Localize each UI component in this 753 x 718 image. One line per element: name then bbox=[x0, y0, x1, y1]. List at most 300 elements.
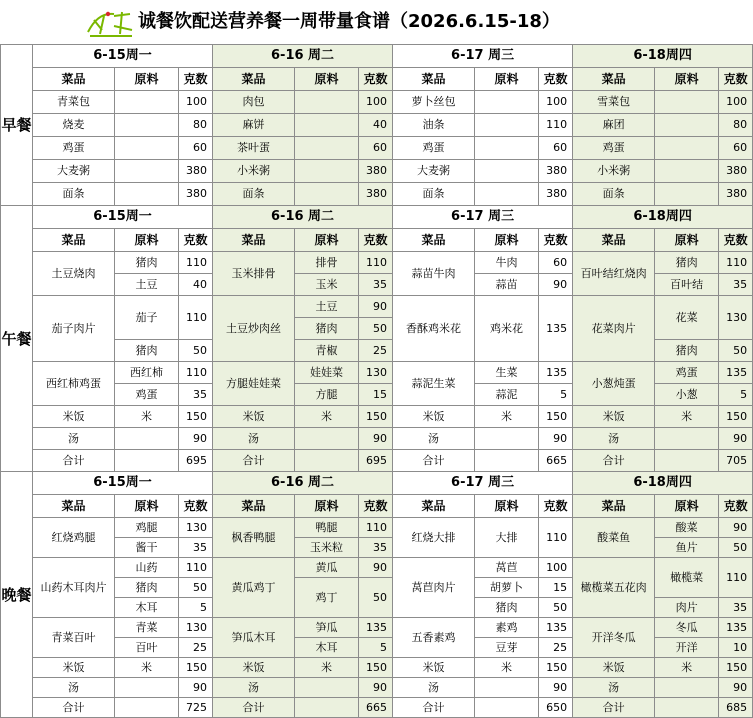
column-header: 原料 bbox=[295, 495, 359, 518]
ingredient: 百叶 bbox=[115, 638, 179, 658]
dish-name: 汤 bbox=[33, 428, 115, 450]
dish-name: 麻团 bbox=[573, 114, 655, 137]
column-header: 克数 bbox=[359, 68, 393, 91]
column-header: 原料 bbox=[295, 68, 359, 91]
weekly-menu-table bbox=[0, 44, 753, 718]
grams: 5 bbox=[359, 638, 393, 658]
dish-name: 橄榄菜五花肉 bbox=[573, 558, 655, 618]
ingredient: 胡萝卜 bbox=[475, 578, 539, 598]
grams: 150 bbox=[719, 406, 753, 428]
ingredient bbox=[655, 698, 719, 718]
grams: 10 bbox=[719, 638, 753, 658]
dish-name: 烧麦 bbox=[33, 114, 115, 137]
ingredient: 鸡蛋 bbox=[115, 384, 179, 406]
ingredient bbox=[115, 183, 179, 206]
ingredient: 鸡丁 bbox=[295, 578, 359, 618]
ingredient: 肉片 bbox=[655, 598, 719, 618]
grams: 50 bbox=[359, 318, 393, 340]
day-header: 6-17 周三 bbox=[393, 45, 573, 68]
ingredient: 蒜苗 bbox=[475, 274, 539, 296]
column-header: 克数 bbox=[359, 229, 393, 252]
column-header: 菜品 bbox=[33, 229, 115, 252]
grams: 60 bbox=[179, 137, 213, 160]
dish-name: 汤 bbox=[213, 428, 295, 450]
ingredient: 排骨 bbox=[295, 252, 359, 274]
ingredient: 猪肉 bbox=[115, 252, 179, 274]
grams: 90 bbox=[179, 428, 213, 450]
grams: 50 bbox=[179, 340, 213, 362]
ingredient bbox=[655, 450, 719, 472]
grams: 135 bbox=[359, 618, 393, 638]
ingredient bbox=[475, 160, 539, 183]
ingredient: 娃娃菜 bbox=[295, 362, 359, 384]
grams: 100 bbox=[179, 91, 213, 114]
ingredient bbox=[115, 91, 179, 114]
dish-name: 枫香鸭腿 bbox=[213, 518, 295, 558]
ingredient: 酸菜 bbox=[655, 518, 719, 538]
grams: 110 bbox=[179, 252, 213, 274]
grams: 60 bbox=[539, 252, 573, 274]
grams: 135 bbox=[539, 618, 573, 638]
ingredient: 米 bbox=[655, 406, 719, 428]
dish-name: 茄子肉片 bbox=[33, 296, 115, 362]
ingredient bbox=[475, 183, 539, 206]
column-header: 菜品 bbox=[393, 229, 475, 252]
ingredient: 米 bbox=[115, 406, 179, 428]
grams: 80 bbox=[179, 114, 213, 137]
ingredient: 鱼片 bbox=[655, 538, 719, 558]
dish-name: 面条 bbox=[393, 183, 475, 206]
grams: 650 bbox=[539, 698, 573, 718]
grams: 25 bbox=[179, 638, 213, 658]
grams: 90 bbox=[359, 296, 393, 318]
dish-name: 汤 bbox=[33, 678, 115, 698]
ingredient: 青菜 bbox=[115, 618, 179, 638]
dish-name: 麻饼 bbox=[213, 114, 295, 137]
grams: 35 bbox=[179, 538, 213, 558]
ingredient: 茄子 bbox=[115, 296, 179, 340]
day-header: 6-17 周三 bbox=[393, 206, 573, 229]
grams: 80 bbox=[719, 114, 753, 137]
grams: 90 bbox=[359, 558, 393, 578]
ingredient bbox=[295, 91, 359, 114]
grams: 35 bbox=[359, 274, 393, 296]
dish-name: 合计 bbox=[393, 450, 475, 472]
column-header: 原料 bbox=[655, 68, 719, 91]
ingredient: 木耳 bbox=[115, 598, 179, 618]
dish-name: 油条 bbox=[393, 114, 475, 137]
meal-label: 午餐 bbox=[1, 206, 33, 472]
column-header: 菜品 bbox=[213, 495, 295, 518]
ingredient: 玉米粒 bbox=[295, 538, 359, 558]
dish-name: 米饭 bbox=[573, 406, 655, 428]
ingredient bbox=[655, 137, 719, 160]
dish-name: 鸡蛋 bbox=[33, 137, 115, 160]
ingredient bbox=[115, 137, 179, 160]
grams: 50 bbox=[719, 340, 753, 362]
ingredient bbox=[295, 698, 359, 718]
dish-name: 蒜泥生菜 bbox=[393, 362, 475, 406]
dish-name: 面条 bbox=[573, 183, 655, 206]
ingredient bbox=[475, 91, 539, 114]
dish-name: 莴苣肉片 bbox=[393, 558, 475, 618]
dish-name: 笋瓜木耳 bbox=[213, 618, 295, 658]
ingredient bbox=[655, 183, 719, 206]
ingredient bbox=[655, 160, 719, 183]
ingredient: 橄榄菜 bbox=[655, 558, 719, 598]
column-header: 克数 bbox=[719, 68, 753, 91]
column-header: 原料 bbox=[115, 68, 179, 91]
dish-name: 汤 bbox=[393, 678, 475, 698]
ingredient: 莴苣 bbox=[475, 558, 539, 578]
grams: 100 bbox=[359, 91, 393, 114]
column-header: 克数 bbox=[539, 68, 573, 91]
ingredient bbox=[295, 183, 359, 206]
ingredient: 黄瓜 bbox=[295, 558, 359, 578]
grams: 90 bbox=[359, 678, 393, 698]
column-header: 原料 bbox=[115, 495, 179, 518]
dish-name: 汤 bbox=[213, 678, 295, 698]
column-header: 克数 bbox=[179, 229, 213, 252]
dish-name: 开洋冬瓜 bbox=[573, 618, 655, 658]
day-header: 6-18周四 bbox=[573, 206, 753, 229]
grams: 110 bbox=[359, 252, 393, 274]
grams: 50 bbox=[719, 538, 753, 558]
grams: 50 bbox=[359, 578, 393, 618]
grams: 665 bbox=[359, 698, 393, 718]
ingredient: 鸭腿 bbox=[295, 518, 359, 538]
grams: 60 bbox=[719, 137, 753, 160]
grams: 380 bbox=[359, 160, 393, 183]
column-header: 原料 bbox=[475, 229, 539, 252]
ingredient bbox=[655, 428, 719, 450]
ingredient bbox=[295, 137, 359, 160]
dish-name: 合计 bbox=[393, 698, 475, 718]
column-header: 菜品 bbox=[33, 68, 115, 91]
dish-name: 土豆炒肉丝 bbox=[213, 296, 295, 362]
grams: 35 bbox=[719, 274, 753, 296]
ingredient bbox=[475, 137, 539, 160]
ingredient: 西红柿 bbox=[115, 362, 179, 384]
column-header: 克数 bbox=[719, 495, 753, 518]
dish-name: 小葱炖蛋 bbox=[573, 362, 655, 406]
day-header: 6-16 周二 bbox=[213, 206, 393, 229]
column-header: 原料 bbox=[475, 495, 539, 518]
grams: 25 bbox=[359, 340, 393, 362]
column-header: 菜品 bbox=[393, 68, 475, 91]
grams: 380 bbox=[719, 160, 753, 183]
ingredient: 猪肉 bbox=[475, 598, 539, 618]
meal-label: 晚餐 bbox=[1, 472, 33, 718]
ingredient bbox=[115, 450, 179, 472]
dish-name: 青菜百叶 bbox=[33, 618, 115, 658]
page-title: 诚餐饮配送营养餐一周带量食谱（2026.6.15-18） bbox=[138, 11, 560, 32]
grams: 135 bbox=[719, 362, 753, 384]
ingredient bbox=[655, 114, 719, 137]
column-header: 克数 bbox=[359, 495, 393, 518]
grams: 695 bbox=[359, 450, 393, 472]
grams: 130 bbox=[719, 296, 753, 340]
grams: 100 bbox=[539, 558, 573, 578]
dish-name: 米饭 bbox=[213, 658, 295, 678]
grams: 685 bbox=[719, 698, 753, 718]
dish-name: 五香素鸡 bbox=[393, 618, 475, 658]
dish-name: 土豆烧肉 bbox=[33, 252, 115, 296]
dish-name: 合计 bbox=[213, 450, 295, 472]
ingredient: 小葱 bbox=[655, 384, 719, 406]
grams: 100 bbox=[719, 91, 753, 114]
dish-name: 汤 bbox=[573, 428, 655, 450]
ingredient: 木耳 bbox=[295, 638, 359, 658]
dish-name: 米饭 bbox=[393, 406, 475, 428]
dish-name: 合计 bbox=[33, 450, 115, 472]
ingredient: 开洋 bbox=[655, 638, 719, 658]
ingredient: 笋瓜 bbox=[295, 618, 359, 638]
grams: 90 bbox=[539, 274, 573, 296]
dish-name: 鸡蛋 bbox=[573, 137, 655, 160]
ingredient: 蒜泥 bbox=[475, 384, 539, 406]
page-header bbox=[0, 0, 718, 44]
ingredient: 猪肉 bbox=[295, 318, 359, 340]
ingredient: 牛肉 bbox=[475, 252, 539, 274]
grams: 90 bbox=[539, 428, 573, 450]
ingredient: 米 bbox=[655, 658, 719, 678]
dish-name: 萝卜丝包 bbox=[393, 91, 475, 114]
grams: 380 bbox=[539, 183, 573, 206]
grams: 35 bbox=[719, 598, 753, 618]
dish-name: 玉米排骨 bbox=[213, 252, 295, 296]
dish-name: 面条 bbox=[33, 183, 115, 206]
ingredient: 米 bbox=[295, 658, 359, 678]
column-header: 原料 bbox=[475, 68, 539, 91]
ingredient: 鸡蛋 bbox=[655, 362, 719, 384]
grams: 110 bbox=[719, 558, 753, 598]
day-header: 6-15周一 bbox=[33, 472, 213, 495]
dish-name: 汤 bbox=[573, 678, 655, 698]
day-header: 6-18周四 bbox=[573, 472, 753, 495]
grams: 150 bbox=[359, 658, 393, 678]
column-header: 原料 bbox=[655, 495, 719, 518]
column-header: 原料 bbox=[655, 229, 719, 252]
grams: 380 bbox=[179, 183, 213, 206]
grams: 25 bbox=[539, 638, 573, 658]
grams: 60 bbox=[539, 137, 573, 160]
grams: 5 bbox=[539, 384, 573, 406]
dish-name: 米饭 bbox=[33, 406, 115, 428]
grams: 110 bbox=[539, 518, 573, 558]
ingredient: 酱干 bbox=[115, 538, 179, 558]
ingredient bbox=[115, 160, 179, 183]
grams: 130 bbox=[179, 618, 213, 638]
day-header: 6-16 周二 bbox=[213, 45, 393, 68]
grams: 380 bbox=[539, 160, 573, 183]
grams: 5 bbox=[719, 384, 753, 406]
ingredient bbox=[295, 678, 359, 698]
dish-name: 红烧鸡腿 bbox=[33, 518, 115, 558]
grams: 150 bbox=[539, 658, 573, 678]
grams: 110 bbox=[179, 362, 213, 384]
dish-name: 大麦粥 bbox=[33, 160, 115, 183]
column-header: 菜品 bbox=[573, 229, 655, 252]
ingredient: 土豆 bbox=[295, 296, 359, 318]
ingredient: 大排 bbox=[475, 518, 539, 558]
ingredient: 鸡米花 bbox=[475, 296, 539, 362]
dish-name: 西红柿鸡蛋 bbox=[33, 362, 115, 406]
dish-name: 大麦粥 bbox=[393, 160, 475, 183]
ingredient bbox=[475, 678, 539, 698]
grams: 110 bbox=[179, 296, 213, 340]
grams: 35 bbox=[359, 538, 393, 558]
grams: 380 bbox=[179, 160, 213, 183]
ingredient: 猪肉 bbox=[115, 578, 179, 598]
dish-name: 米饭 bbox=[573, 658, 655, 678]
grams: 90 bbox=[719, 678, 753, 698]
grams: 705 bbox=[719, 450, 753, 472]
dish-name: 合计 bbox=[213, 698, 295, 718]
ingredient: 土豆 bbox=[115, 274, 179, 296]
grams: 90 bbox=[359, 428, 393, 450]
dish-name: 蒜苗牛肉 bbox=[393, 252, 475, 296]
ingredient: 素鸡 bbox=[475, 618, 539, 638]
grams: 150 bbox=[539, 406, 573, 428]
ingredient: 生菜 bbox=[475, 362, 539, 384]
ingredient bbox=[295, 160, 359, 183]
dish-name: 合计 bbox=[573, 450, 655, 472]
grams: 90 bbox=[179, 678, 213, 698]
column-header: 菜品 bbox=[213, 229, 295, 252]
grams: 15 bbox=[539, 578, 573, 598]
dish-name: 肉包 bbox=[213, 91, 295, 114]
column-header: 克数 bbox=[539, 495, 573, 518]
dish-name: 香酥鸡米花 bbox=[393, 296, 475, 362]
grams: 35 bbox=[179, 384, 213, 406]
ingredient bbox=[295, 450, 359, 472]
ingredient bbox=[295, 428, 359, 450]
day-header: 6-16 周二 bbox=[213, 472, 393, 495]
column-header: 克数 bbox=[179, 68, 213, 91]
ingredient bbox=[115, 698, 179, 718]
grams: 150 bbox=[359, 406, 393, 428]
grams: 695 bbox=[179, 450, 213, 472]
dish-name: 汤 bbox=[393, 428, 475, 450]
ingredient bbox=[295, 114, 359, 137]
grams: 60 bbox=[359, 137, 393, 160]
dish-name: 山药木耳肉片 bbox=[33, 558, 115, 618]
ingredient: 青椒 bbox=[295, 340, 359, 362]
day-header: 6-15周一 bbox=[33, 45, 213, 68]
grams: 5 bbox=[179, 598, 213, 618]
column-header: 菜品 bbox=[213, 68, 295, 91]
grams: 150 bbox=[179, 406, 213, 428]
day-header: 6-17 周三 bbox=[393, 472, 573, 495]
ingredient: 山药 bbox=[115, 558, 179, 578]
dish-name: 雪菜包 bbox=[573, 91, 655, 114]
meal-label: 早餐 bbox=[1, 45, 33, 206]
ingredient: 猪肉 bbox=[655, 340, 719, 362]
ingredient bbox=[115, 114, 179, 137]
grams: 130 bbox=[179, 518, 213, 538]
grams: 150 bbox=[719, 658, 753, 678]
ingredient bbox=[475, 698, 539, 718]
grams: 135 bbox=[539, 296, 573, 362]
ingredient bbox=[475, 114, 539, 137]
grams: 110 bbox=[179, 558, 213, 578]
day-header: 6-18周四 bbox=[573, 45, 753, 68]
column-header: 菜品 bbox=[393, 495, 475, 518]
dish-name: 米饭 bbox=[213, 406, 295, 428]
ingredient: 百叶结 bbox=[655, 274, 719, 296]
grams: 40 bbox=[179, 274, 213, 296]
grams: 135 bbox=[719, 618, 753, 638]
ingredient: 米 bbox=[475, 658, 539, 678]
dish-name: 黄瓜鸡丁 bbox=[213, 558, 295, 618]
ingredient: 冬瓜 bbox=[655, 618, 719, 638]
dish-name: 小米粥 bbox=[213, 160, 295, 183]
column-header: 原料 bbox=[115, 229, 179, 252]
dish-name: 小米粥 bbox=[573, 160, 655, 183]
grams: 110 bbox=[539, 114, 573, 137]
column-header: 菜品 bbox=[573, 68, 655, 91]
ingredient bbox=[115, 678, 179, 698]
grams: 725 bbox=[179, 698, 213, 718]
dish-name: 米饭 bbox=[393, 658, 475, 678]
ingredient bbox=[475, 428, 539, 450]
dish-name: 合计 bbox=[573, 698, 655, 718]
ingredient: 方腿 bbox=[295, 384, 359, 406]
grams: 150 bbox=[179, 658, 213, 678]
grams: 40 bbox=[359, 114, 393, 137]
grams: 665 bbox=[539, 450, 573, 472]
column-header: 克数 bbox=[179, 495, 213, 518]
grams: 90 bbox=[539, 678, 573, 698]
column-header: 菜品 bbox=[573, 495, 655, 518]
ingredient: 玉米 bbox=[295, 274, 359, 296]
ingredient bbox=[475, 450, 539, 472]
dish-name: 百叶结红烧肉 bbox=[573, 252, 655, 296]
ingredient: 米 bbox=[475, 406, 539, 428]
ingredient bbox=[655, 91, 719, 114]
dish-name: 面条 bbox=[213, 183, 295, 206]
dish-name: 方腿娃娃菜 bbox=[213, 362, 295, 406]
ingredient: 米 bbox=[295, 406, 359, 428]
ingredient bbox=[655, 678, 719, 698]
grams: 50 bbox=[539, 598, 573, 618]
grams: 50 bbox=[179, 578, 213, 598]
ingredient: 猪肉 bbox=[115, 340, 179, 362]
day-header: 6-15周一 bbox=[33, 206, 213, 229]
grams: 110 bbox=[719, 252, 753, 274]
grams: 15 bbox=[359, 384, 393, 406]
grams: 135 bbox=[539, 362, 573, 384]
grams: 90 bbox=[719, 428, 753, 450]
dish-name: 合计 bbox=[33, 698, 115, 718]
dish-name: 鸡蛋 bbox=[393, 137, 475, 160]
grams: 380 bbox=[359, 183, 393, 206]
dish-name: 酸菜鱼 bbox=[573, 518, 655, 558]
ingredient: 鸡腿 bbox=[115, 518, 179, 538]
column-header: 菜品 bbox=[33, 495, 115, 518]
dish-name: 红烧大排 bbox=[393, 518, 475, 558]
company-logo bbox=[84, 6, 138, 40]
ingredient: 猪肉 bbox=[655, 252, 719, 274]
dish-name: 青菜包 bbox=[33, 91, 115, 114]
dish-name: 茶叶蛋 bbox=[213, 137, 295, 160]
ingredient: 豆芽 bbox=[475, 638, 539, 658]
dish-name: 花菜肉片 bbox=[573, 296, 655, 362]
ingredient: 米 bbox=[115, 658, 179, 678]
grams: 380 bbox=[719, 183, 753, 206]
grams: 110 bbox=[359, 518, 393, 538]
